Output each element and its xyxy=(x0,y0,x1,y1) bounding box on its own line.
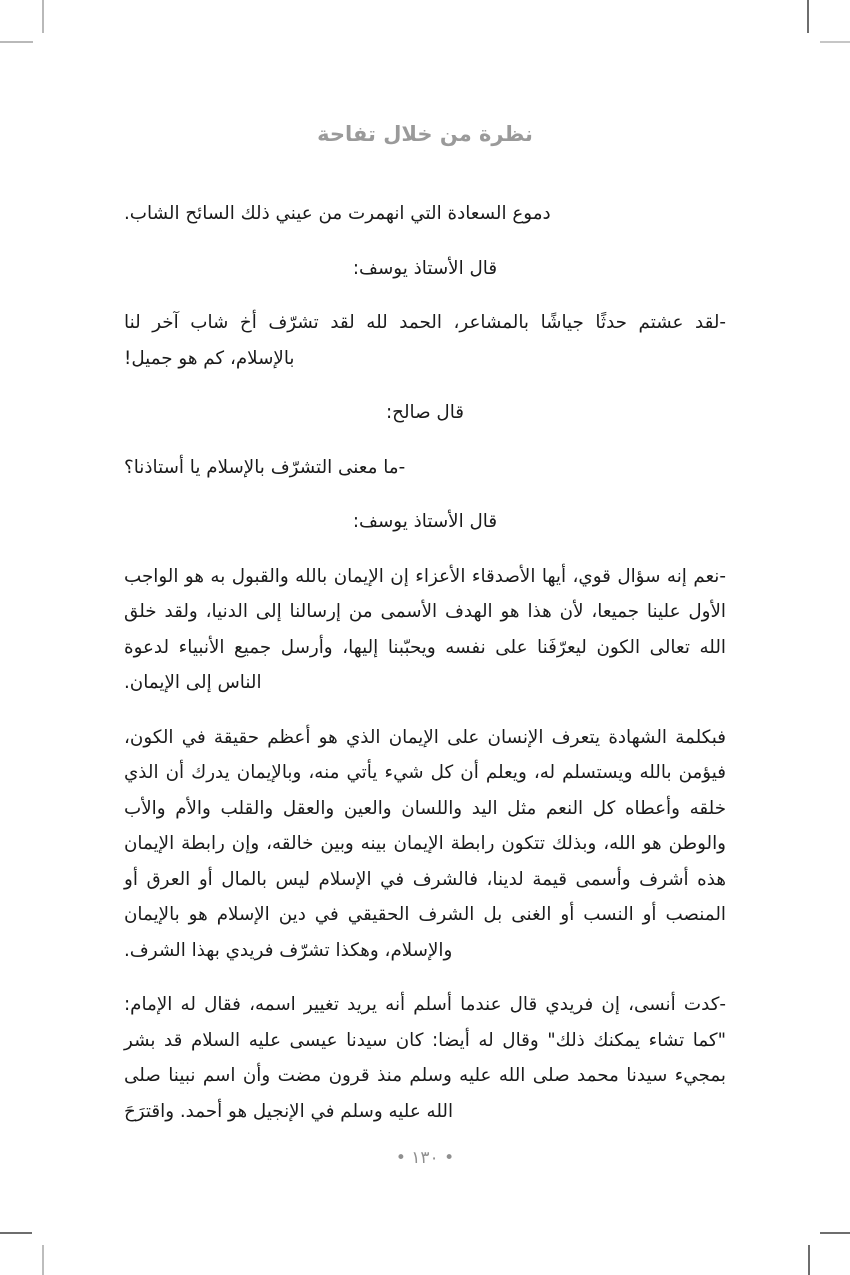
speaker-line-yusuf-1: قال الأستاذ يوسف: xyxy=(352,257,498,279)
dialogue-fredi: -كدت أنسى، إن فريدي قال عندما أسلم أنه يريد تغيير اسمه، فقال له الإمام: "كما تشاء يمكنك ذلك" وقال له أيضا: كان سيدنا عيسى عليه السلام قد بشر بمجيء سيدنا محمد صلى الله عليه وسلم منذ قرون مضت وأن اسم نبينا صلى الله عليه وسلم في الإنجيل هو أحمد. واقترَحَ xyxy=(124,994,726,1122)
dialogue-yusuf-2: -نعم إنه سؤال قوي، أيها الأصدقاء الأعزاء إن الإيمان بالله والقبول به هو الواجب الأول علينا جميعا، لأن هذا هو الهدف الأسمى من إرسالنا إلى الدنيا، ولقد خلق الله تعالى الكون ليعرّفَنا على نفسه ويحبّبنا إليها، وأرسل جميع الأنبياء لدعوة الناس إلى الإيمان. xyxy=(124,565,726,693)
paragraph-narration: دموع السعادة التي انهمرت من عيني ذلك السائح الشاب. xyxy=(124,203,551,224)
crop-mark-bottom-left-horizontal xyxy=(0,1232,32,1234)
page-text-body xyxy=(124,196,726,1148)
crop-mark-bottom-right-horizontal xyxy=(820,1232,850,1234)
crop-mark-top-right-horizontal xyxy=(820,41,850,43)
page-number: • ١٣٠ • xyxy=(395,1148,455,1168)
crop-mark-bottom-right-vertical xyxy=(808,1245,810,1275)
paragraph-shahada: فبكلمة الشهادة يتعرف الإنسان على الإيمان الذي هو أعظم حقيقة في الكون، فيؤمن بالله ويستسلم له، ويعلم أن كل شيء يأتي منه، وبالإيمان يدرك أن الذي خلقه وأعطاه كل النعم مثل اليد واللسان والعين والعقل والقلب والأم والأب والوطن هو الله، وبذلك تتكون رابطة الإيمان بينه وبين خالقه، وإن رابطة الإيمان هذه أشرف وأسمى قيمة لدينا، فالشرف في الإسلام ليس بالمال أو العرق أو المنصب أو النسب أو الغنى بل الشرف الحقيقي في دين الإسلام هو بالإيمان والإسلام، وهكذا تشرّف فريدي بهذا الشرف. xyxy=(124,726,726,961)
running-head: نظرة من خلال تفاحة xyxy=(317,122,533,146)
dialogue-yusuf-1: -لقد عشتم حدثًا جياشًا بالمشاعر، الحمد لله لقد تشرّف أخ شاب آخر لنا بالإسلام، كم هو جميل! xyxy=(124,312,726,369)
speaker-line-salih: قال صالح: xyxy=(385,402,465,423)
speaker-line-yusuf-2: قال الأستاذ يوسف: xyxy=(352,511,498,532)
crop-mark-top-right-vertical xyxy=(807,0,809,33)
crop-mark-top-left-vertical xyxy=(42,0,44,33)
crop-mark-bottom-left-vertical xyxy=(42,1245,44,1275)
dialogue-salih: -ما معنى التشرّف بالإسلام يا أستاذنا؟ xyxy=(124,456,406,478)
crop-mark-top-left-horizontal xyxy=(0,41,33,43)
